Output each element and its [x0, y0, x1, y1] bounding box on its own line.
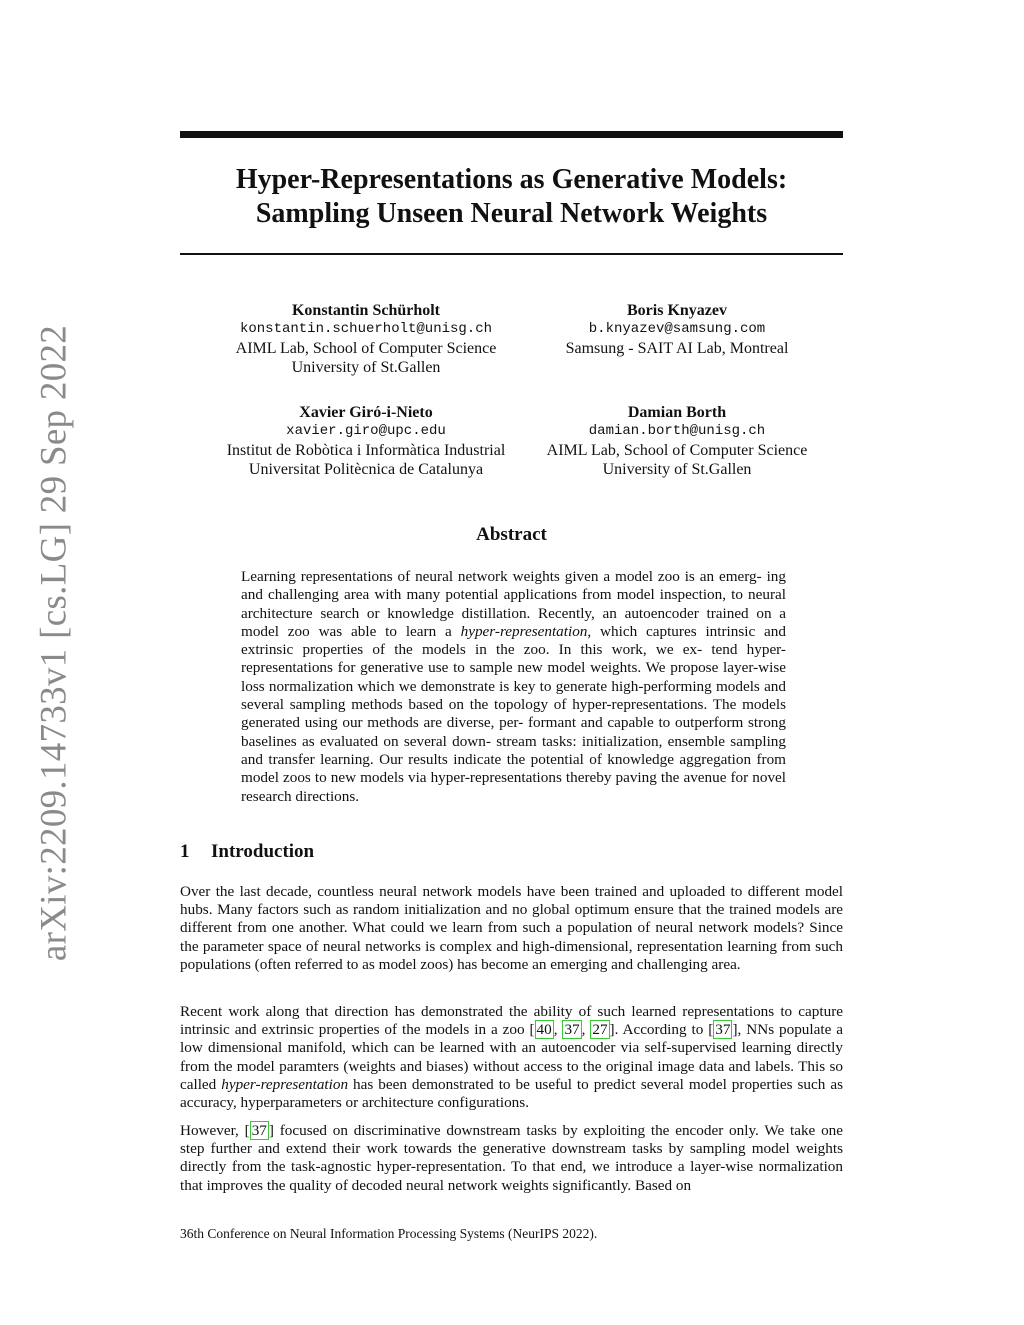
- author-name: Boris Knyazev: [627, 302, 727, 319]
- paragraph-text: ]. According to [: [609, 1021, 714, 1039]
- abstract-text-part: Learning representations of neural network weights given a model zoo is an emerg- ing and challenging area with many potential applications from model inspection, to neural architecture search or knowledge distillation. Recently, an autoencoder trained on a model zoo was able to learn a: [241, 568, 786, 640]
- citation-link[interactable]: 37: [251, 1122, 267, 1139]
- paragraph-text: ] focused on discriminative downstream tasks by exploiting the encoder only. We take one step further and extend their work towards the generative downstream tasks by sampling model weights directly from the task-agnostic hyper-representation. To that end, we introduce a layer-wise normalization that improves the quality of decoded neural network weights significantly. Based on: [180, 1122, 843, 1194]
- paragraph-text: However, [: [180, 1122, 250, 1139]
- citation-link[interactable]: 27: [592, 1021, 608, 1039]
- author-email[interactable]: damian.borth@unisg.ch: [588, 423, 766, 439]
- conference-footnote: 36th Conference on Neural Information Processing Systems (NeurIPS 2022).: [180, 1226, 598, 1241]
- paragraph-text: has been demonstrated to be useful to predict several model properties such as accuracy, hyperparameters or architecture configurations.: [180, 1075, 843, 1112]
- title-rule-bottom: [180, 253, 843, 255]
- author-email[interactable]: b.knyazev@samsung.com: [588, 321, 766, 337]
- paragraph-text: ], NNs populate a low dimensional manifold, which can be learned with an autoencoder via self-supervised learning directly from the model paramters (weights and biases) without access to the original image data and labels. This so called: [180, 1021, 843, 1093]
- author-email[interactable]: konstantin.schuerholt@unisg.ch: [239, 321, 493, 337]
- citation-link[interactable]: 40: [536, 1021, 552, 1039]
- title-rule-top: [180, 131, 843, 138]
- author-name: Konstantin Schürholt: [291, 302, 441, 319]
- author-block: [196, 403, 536, 479]
- author-affiliation: AIML Lab, School of Computer Science: [235, 340, 497, 357]
- author-name: Damian Borth: [627, 404, 727, 421]
- title-line-1: Hyper-Representations as Generative Models:: [235, 164, 788, 195]
- author-block: [507, 301, 847, 358]
- intro-paragraph-2: Recent work along that direction has demonstrated the ability of such learned representations to capture intrinsic and extrinsic properties of the models in a zoo [ 40 , 37 , 27 ]. According to [ 37 ], NNs populate a low dimensional manifold, which can be learned with an autoencoder via self-supervised learning directly from the model paramters (weights and biases) without access to the original image data and labels. This so called hyper-representation has been demonstrated to be useful to predict several model properties such as accuracy, hyperparameters or architecture configurations.: [180, 1003, 843, 1112]
- section-title: Introduction: [211, 841, 315, 862]
- paragraph-text: Recent work along that direction has demonstrated the ability of such learned representations to capture intrinsic and extrinsic properties of the models in a zoo [: [180, 1003, 843, 1039]
- author-block: [196, 301, 536, 377]
- author-affiliation: AIML Lab, School of Computer Science: [546, 442, 808, 459]
- section-number: 1: [180, 841, 190, 862]
- abstract-heading: Abstract: [476, 524, 547, 545]
- author-name: Xavier Giró-i-Nieto: [299, 404, 433, 421]
- paragraph-emphasis: hyper-representation: [221, 1075, 349, 1093]
- citation-link[interactable]: 37: [564, 1021, 580, 1039]
- author-affiliation: University of St.Gallen: [602, 461, 752, 478]
- intro-paragraph-3: [180, 1122, 843, 1195]
- paper-title: [180, 163, 843, 231]
- abstract-emphasis: hyper-representation: [460, 622, 588, 640]
- section-heading-introduction: [180, 841, 314, 863]
- citation-link[interactable]: 37: [715, 1021, 731, 1039]
- arxiv-identifier-stamp: arXiv:2209.14733v1 [cs.LG] 29 Sep 2022: [33, 324, 75, 962]
- abstract-text: [241, 568, 786, 806]
- author-affiliation: Samsung - SAIT AI Lab, Montreal: [565, 340, 789, 357]
- author-email[interactable]: xavier.giro@upc.edu: [286, 423, 446, 439]
- abstract-text-part: , which captures intrinsic and extrinsic properties of the models in the zoo. In this work, we ex- tend hyper-representations for generative use to sample new model weights. We propose layer-wise loss normalization which we demonstrate is key to generate high-performing models and several sampling methods based on the topology of hyper-representations. The models generated using our methods are diverse, per- formant and capable to outperform strong baselines as evaluated on several down- stream tasks: initialization, ensemble sampling and transfer learning. Our results indicate the potential of knowledge aggregation from model zoos to new models via hyper-representations thereby paving the avenue for novel research directions.: [241, 622, 786, 805]
- author-affiliation: Institut de Robòtica i Informàtica Industrial: [226, 442, 506, 459]
- author-block: [507, 403, 847, 479]
- author-affiliation: University of St.Gallen: [291, 359, 441, 376]
- title-line-2: Sampling Unseen Neural Network Weights: [255, 198, 768, 229]
- author-affiliation: Universitat Politècnica de Catalunya: [248, 461, 484, 478]
- intro-paragraph-1: Over the last decade, countless neural network models have been trained and uploaded to different model hubs. Many factors such as random initialization and no global optimum ensure that the trained models are different from one another. What could we learn from such a population of neural network models? Since the parameter space of neural networks is complex and high-dimensional, representation learning from such populations (often referred to as model zoos) has become an emerging and challenging area.: [180, 883, 843, 973]
